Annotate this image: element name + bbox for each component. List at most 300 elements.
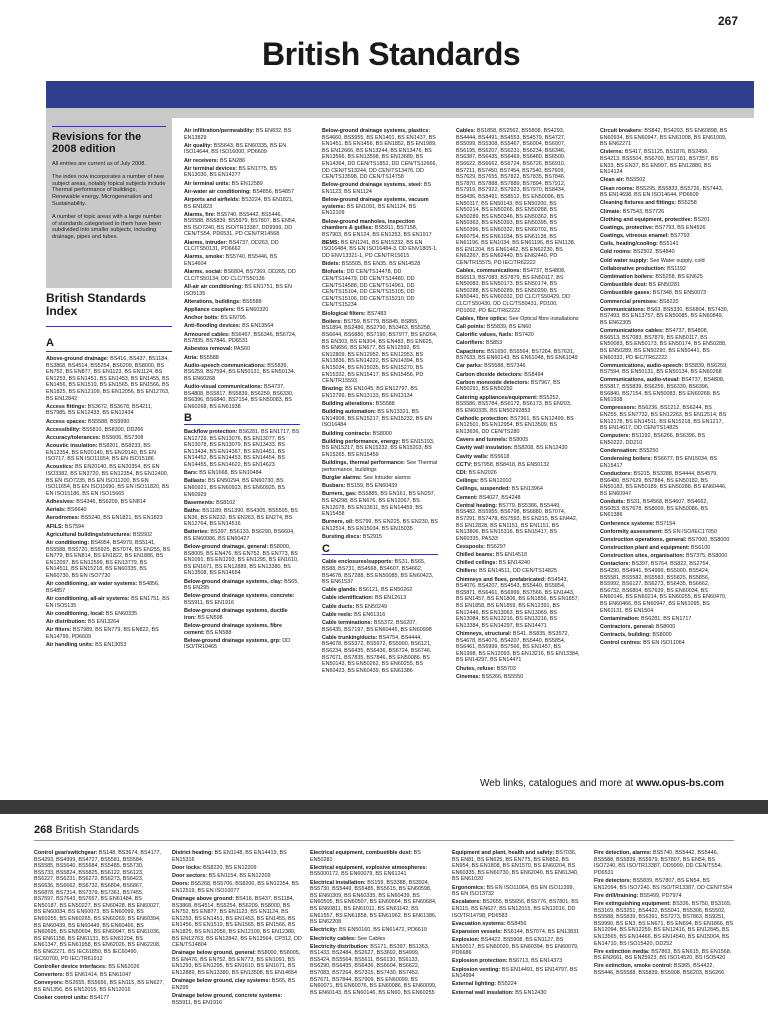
entry-refs: BS EN61414, BS EN61047: [65, 971, 132, 978]
entry-term: Electrical installation:: [310, 879, 366, 886]
entry-term: Access spaces:: [46, 418, 87, 425]
entry-refs: BS EN1148, BS EN14419, BS EN15316: [172, 850, 287, 863]
entry-term: Asbestos removal:: [184, 346, 233, 353]
index-entry: [322, 635, 438, 675]
entry-list: [594, 850, 734, 977]
entry-term: Drainage below ground, concrete systems:: [172, 993, 283, 1000]
entry-term: Armoured cables:: [184, 331, 230, 338]
footer-web-links: [480, 778, 724, 789]
index-entry: [600, 624, 730, 631]
entry-term: Climate:: [600, 208, 622, 215]
index-entry: [184, 544, 300, 577]
entry-term: Doors:: [172, 881, 190, 888]
index-entry: [184, 508, 300, 528]
entry-refs: BS5258: [677, 200, 697, 207]
index-entry: [594, 963, 734, 976]
index-entry: [184, 638, 300, 651]
entry-term: Door locks:: [172, 864, 202, 871]
entry-refs: BS779, BS5386, BS5449, BS5482, BS5955, BS6798, BS6880, BS7074, BS7291, BS7478, BS7593, BS EN215, BS EN442, BS EN12828, BS EN1151, BS EN1151, BS EN13806, BS EN15316, BS EN15417, BS EN60335, PAS33: [456, 502, 578, 542]
title-band-gray: [46, 108, 754, 118]
entry-refs: BS EN2026: [468, 470, 497, 476]
entry-refs: BS EN62026: [108, 963, 140, 970]
index-entry: [184, 323, 300, 330]
index-entry: [600, 249, 730, 256]
entry-term: Air terminal units:: [184, 180, 231, 187]
entry-term: Clean rooms:: [600, 185, 635, 192]
entry-term: Fire detection, alarms:: [594, 850, 652, 856]
entry-refs: BS336, BS750, BS3165, BS3169, BS3251, BS4422, BS5041, BS5306, BS5502, BS5588, BS5839, BS6391, BS7273, BS7863, BS9251, BS9990, BS EN3, BS EN671, BS EN694, BS EN1866, BS EN12094, BS EN12259, BS EN12416, BS EN12845, BS EN13565, BS EN14466, BS EN14540, BS EN15004, BS EN14710, BS ISO15420, DD252: [594, 900, 734, 947]
entry-refs: BS5266, BS5550: [481, 673, 524, 680]
entry-refs: BS5588, BS9990: [87, 418, 130, 425]
entry-term: Air filters:: [46, 627, 72, 634]
index-entry: [184, 315, 300, 322]
entry-term: Ceilings:: [456, 478, 479, 485]
index-entry: [452, 937, 582, 957]
entry-term: Commercial premises:: [600, 298, 658, 305]
entry-term: Access fittings:: [46, 403, 87, 410]
entry-refs: BS7594: [64, 523, 85, 530]
entry-refs: BS1192: [667, 265, 686, 272]
entry-term: Air receivers:: [184, 157, 219, 164]
entry-term: Below-ground drainage systems, fibre cement:: [184, 623, 282, 636]
entry-list: [600, 128, 730, 647]
index-entry: [184, 284, 300, 297]
entry-refs: BS5911, BS EN1916: [184, 600, 234, 607]
entry-term: Cables:: [456, 128, 476, 134]
index-entry: [600, 471, 730, 497]
index-entry: [456, 363, 580, 370]
index-entry: [452, 929, 582, 936]
entry-term: Cathodic protection:: [456, 415, 509, 422]
index-entry: [310, 880, 440, 926]
index-entry: [600, 328, 730, 361]
index-entry: [456, 560, 580, 567]
entry-term: Basements:: [184, 499, 215, 506]
entry-term: External lighting:: [452, 981, 497, 988]
index-entry: [600, 258, 730, 265]
entry-term: CDI:: [456, 470, 468, 476]
index-entry: [172, 865, 302, 872]
entry-term: Drainage below ground, clay systems:: [172, 978, 271, 985]
entry-term: Boilers:: [322, 318, 343, 325]
index-entry: [322, 386, 438, 399]
index-entry: [184, 355, 300, 362]
entry-term: Fire drill/training:: [594, 892, 639, 899]
entry-refs: BS5295, BS5833, BS5726, BS7443, BS EN14698, BS EN ISO14644, PD6609: [600, 185, 724, 199]
entry-list: [322, 559, 438, 674]
revisions-paragraph: A number of topic areas with a large number of standards categorised to them have been subdivided into smaller subjects, including drainage, pipes and tubes.: [52, 213, 162, 241]
index-entry: [600, 616, 730, 623]
entry-refs: BS EN14491, BS EN14797, BS EN14994: [452, 966, 578, 980]
index-entry: [322, 534, 438, 541]
entry-refs: BS7863, BS EN615, BS EN1568, BS EN2661, BS EN25923, BS ISO14520, BS ISO5420: [594, 948, 732, 962]
entry-term: BEMS:: [322, 239, 340, 246]
entry-refs: BS416, BS437, BS1184, BS3868, BS4514, BS5254, BS6209, BS8000, BS EN752, BS EN877, BS EN1123, BS EN1124, BS EN1253, BS EN1451, BS EN1453, BS EN1455, BS EN1456, BS EN1519, BS EN1565, BS EN1566, BS EN1825, BS EN12056, BS EN12109, BS EN12380, BS EN12763, BS EN12842, BS EN13564, CP312, DD CEN/TS14804: [172, 895, 302, 949]
page-title: British Standards: [262, 36, 521, 72]
index-entry: [456, 332, 580, 339]
index-entry: [600, 241, 730, 248]
entry-refs: BS5643, BS EN60335, BS EN ISO14644, BS ISO16000, PD6609: [184, 142, 287, 156]
entry-term: Control gear/switchgear:: [34, 850, 98, 856]
entry-term: Air conditioning, local:: [46, 610, 105, 617]
index-entry: [600, 456, 730, 469]
index-entry: [310, 850, 440, 863]
index-entry: [184, 529, 300, 542]
index-entry: [456, 437, 580, 444]
entry-refs: BS853: [485, 340, 503, 347]
page2-header-rule: [34, 840, 734, 841]
index-entry: [184, 212, 300, 238]
entry-term: Capacitors:: [456, 348, 486, 355]
section-letter-a: A: [46, 337, 172, 352]
index-entry: [594, 850, 734, 876]
index-entry: [322, 182, 438, 195]
entry-refs: BS6100: [691, 545, 711, 552]
entry-refs: BS6677, BS EN15034, BS EN15417: [600, 456, 718, 469]
entry-refs: BS7958, BS8418, BS EN50132: [473, 461, 550, 468]
entry-term: Clothing and equipment, protective:: [600, 216, 693, 223]
index-entry: [46, 524, 172, 531]
index-entry: [600, 640, 730, 647]
index-column-1: [46, 292, 172, 650]
entry-term: Cleaning fixtures and fittings:: [600, 200, 677, 207]
entry-term: Communications, audio-speech:: [600, 362, 684, 369]
entry-term: Compressors:: [600, 405, 637, 412]
entry-refs: BS EN12010: [480, 478, 512, 485]
index-entry: [46, 581, 172, 594]
index-entry: [600, 233, 730, 240]
index-entry: [322, 219, 438, 239]
entry-term: Construction operations, general:: [600, 536, 687, 543]
entry-refs: BS7154: [656, 520, 676, 527]
page-268: [0, 814, 768, 1024]
entry-refs: BS65, BS EN295: [172, 978, 296, 991]
entry-term: Chilled beams:: [456, 552, 495, 559]
entry-refs: BS EN13053: [95, 641, 127, 648]
index-entry: [184, 158, 300, 165]
entry-term: Electricity distribution:: [310, 943, 369, 950]
index-entry: [184, 143, 300, 156]
entry-refs: BS5885, BS EN161, BS EN297, BS EN298, BS EN676, BS EN12067, BS EN12078, BS EN13611, BS EN14459, BS EN15458: [322, 491, 436, 518]
entry-term: Controller device interfaces:: [34, 963, 107, 970]
index-entry: [456, 568, 580, 575]
entry-refs: BS41, BS835, BS3572, BS4678, BS4076, BS4207, BS5440, BS5854, BS6461, BS6999, BS7566, BS EN1457, BS EN1998, BS EN12093, BS EN13216, BS EN13384, BS EN14297, BS EN14471: [456, 631, 580, 664]
entry-term: Appliance couplers:: [184, 306, 236, 313]
entry-refs: BS5588: [375, 401, 395, 408]
entry-term: Cables, fibre optics:: [456, 315, 508, 322]
entry-refs: BS5839, BS6259, BS7594, BS EN50131, BS EN50134, BS EN60268: [184, 362, 296, 382]
entry-term: Drainage above ground:: [172, 895, 235, 902]
index-entry: [600, 545, 730, 552]
entry-term: District heating:: [172, 850, 214, 856]
index-entry: [310, 944, 440, 997]
index-entry: [34, 980, 164, 993]
index-entry: [456, 416, 580, 436]
index-entry: [184, 346, 300, 353]
revisions-box: [46, 118, 172, 288]
index-entry: [456, 324, 580, 331]
entry-term: Chimneys, structural:: [456, 631, 512, 637]
entry-term: Below-ground drainage systems, clay:: [184, 578, 283, 585]
entry-refs: BS7420: [514, 332, 534, 339]
entry-term: Condensing boilers:: [600, 456, 653, 463]
entry-refs: BS8000: [652, 632, 672, 639]
entry-term: Cavity wall insulation:: [456, 445, 513, 452]
index-entry: [184, 189, 300, 196]
entry-refs: BS5588, BS7346: [484, 363, 526, 370]
entry-refs: BS5240, BS EN1821, BS EN1823: [81, 515, 163, 522]
index-entry: [600, 521, 730, 528]
entry-term: Below-ground drainage systems, vacuum systems:: [322, 197, 429, 210]
entry-term: Audio-speech communications:: [184, 362, 266, 369]
entry-term: Evacuation systems:: [452, 920, 506, 927]
entry-term: Cisterns:: [600, 149, 624, 156]
index-entry: [452, 921, 582, 928]
revisions-paragraph: The index now incorporates a number of new subject areas, notably topical subjects include Thermal performance of buildings, Renewable energy, Microgeneration and Sustainability.: [52, 173, 166, 207]
entry-refs: BS EN60335: [105, 610, 138, 617]
entry-refs: BS8201, BS8233, BS EN12354, BS EN20140, BS EN20140, BS EN ISO717, BS EN ISO11654, BS EN ISO15186: [46, 443, 156, 463]
entry-refs: BS EN12613: [375, 595, 407, 602]
index-entry: [594, 901, 734, 947]
index-entry: [184, 579, 300, 592]
entry-refs: BS6144, BS7074, BS EN13831: [503, 928, 580, 935]
entry-refs: BS EN1241, BS EN15232, BS EN ISO16484, BS EN ISO16484-3, DD ENV1805-1, DD ENV13321-1, PD CEN/TR15615: [322, 239, 438, 260]
entry-term: Conveyors:: [34, 980, 64, 987]
index-entry: [310, 936, 440, 943]
entry-refs: BS1650, BS5564, BS7264, BS7631, BS7633, BS EN60143, BS EN61048, BS EN61049: [456, 348, 578, 362]
index-entry: [46, 627, 172, 640]
entry-term: Cooker control units:: [34, 994, 89, 1001]
entry-term: Alarms, social:: [184, 269, 223, 276]
entry-refs: BS2502, BS4840: [633, 249, 675, 256]
index-entry: [452, 885, 582, 898]
entry-term: Contractors, general:: [600, 623, 655, 630]
entry-refs: BS417, BS1125, BS1876, BS2456, BS4213, BS5504, BS6700, BS7181, BS7357, BS EN33, BS EN37, BS EN997, BS EN12880, BS EN14124: [600, 149, 719, 176]
entry-term: Conductors:: [600, 471, 633, 478]
index-entry: [322, 311, 438, 318]
index-entry: [456, 478, 580, 485]
entry-refs: BS5703: [496, 665, 516, 672]
entry-refs: BS5740, BS5446, BS EN14604: [184, 254, 278, 268]
entry-refs: BS7989, BS EN779, BS EN822, BS EN14799, PD6609: [46, 627, 159, 640]
entry-term: Expansion vessels:: [452, 928, 503, 935]
entry-refs: BS5740, BS5442, BS5446, BS5588, BS5839, BS5979, BS7807, BS EN54, BS ISO7240, BS ISO/TR13387, DD9999, DD CEN/TS54, PD6531, PD CEN/TR14568: [184, 211, 297, 238]
entry-refs: BS EN50281: [648, 282, 680, 289]
entry-term: Electricity cables:: [310, 935, 356, 942]
page2-column-2: [172, 850, 302, 1008]
index-entry: [184, 500, 300, 507]
index-entry: [172, 896, 302, 949]
entry-term: Catering appliances/equipment:: [456, 394, 538, 401]
entry-refs: BS5839, BS6259, BS7594, BS EN50131, BS EN50134, BS EN60268: [600, 362, 728, 376]
entry-refs: BS8000: [372, 430, 392, 437]
index-entry: [456, 372, 580, 379]
entry-term: Baths:: [184, 507, 201, 514]
index-entry: [456, 395, 580, 415]
index-entry: [600, 529, 730, 536]
entry-term: Cavers and tunnels:: [456, 437, 508, 444]
index-entry: [172, 881, 302, 894]
index-entry: [322, 240, 438, 260]
entry-term: Call points:: [456, 324, 486, 330]
entry-refs: BS EN795: [220, 315, 246, 322]
entry-term: Electrical equipment, combustible dust:: [310, 850, 413, 856]
index-entry: [46, 435, 172, 442]
entry-term: Air conditioning, all-air systems:: [46, 595, 130, 602]
index-entry: [184, 128, 300, 141]
index-entry: [600, 274, 730, 281]
entry-refs: BS5588: [199, 354, 219, 361]
entry-term: Alarms, fire:: [184, 211, 216, 218]
entry-refs: BS EN286: [219, 157, 246, 164]
index-entry: [456, 454, 580, 461]
entry-refs: BS6281, BS EN1717, BS EN12729, BS EN13076, BS EN13077, BS EN13078, BS EN13079, BS EN13433, BS EN13434, BS EN14367, BS EN14451, BS EN14452, BS EN14453, BS EN14454, BS EN14455, BS EN14622, BS EN14623: [184, 429, 300, 468]
entry-refs: BS1192, BS6266, BS6396, BS EN50222, DD210: [600, 433, 706, 446]
entry-refs: BS EN1751, BS EN ISO5135: [184, 284, 292, 297]
entry-term: Biological filters:: [322, 310, 366, 317]
index-entry: [456, 486, 580, 493]
index-entry: [184, 623, 300, 636]
entry-refs: BS416, BS437, BS1184, BS3868, BS4514, BS5254, BS6209, BS8000, BS EN752, BS EN877, BS EN1123, BS EN1124, BS EN1253, BS EN1451, BS EN1453, BS EN1455, BS EN1456, BS EN1519, BS EN1565, BS EN1566, BS EN1825, BS EN12109, BS EN12056, BS EN12763, BS EN12842: [46, 356, 170, 402]
entry-refs: BS7793: [670, 233, 690, 240]
index-entry: [452, 981, 582, 988]
entry-refs: BS EN15193, BS EN15217, BS EN15232, BS EN15203, BS EN15265, BS EN15459: [322, 438, 435, 459]
entry-refs: See Optical fibre installations: [509, 315, 579, 322]
entry-refs: BS171, BS397, BS1363, BS1433, BS2484, BS2627, BS3692, BS4999, BS5424, BS5564, BS5611, BS6130, BS6133, BS6290, BS6435, BS6436, BS6604, BS6622, BS7083, BS7264, BS7315, BS7430, BS7452, BS7671, BS7844, BS7909, BS EN60099, BS EN60071, BS EN60076, BS EN60086, BS EN60099, BS EN60143, BS EN60146, BS EN60, BS EN60255: [310, 943, 437, 996]
index-entry: [600, 553, 730, 560]
entry-refs: BS5502: [626, 177, 646, 184]
entry-term: Construction sites, organisation:: [600, 553, 685, 560]
footer-url-link[interactable]: www.opus-bs.com: [636, 778, 724, 789]
entry-refs: BS201: [693, 216, 710, 223]
page2-column-4: [452, 850, 582, 998]
index-entry: [322, 261, 438, 268]
entry-refs: BS1189, BS1390, BS4305, BS5505, BS EN36, BS EN232, BS EN263, BS EN274, BS EN12764, BS EN14516: [184, 507, 298, 528]
entry-term: Brazing:: [322, 386, 344, 393]
entry-term: Control centres:: [600, 640, 642, 647]
entry-term: Air infiltration/permeability:: [184, 128, 255, 134]
page2-column-5: [594, 850, 734, 978]
entry-term: Below-ground manholes, inspection chambers & gullies:: [322, 218, 415, 232]
index-entry: [34, 995, 164, 1002]
entry-term: Air conditioning:: [46, 539, 90, 546]
entry-refs: BS8208, BS EN12430: [514, 445, 568, 452]
entry-term: Audio-visual communications:: [184, 384, 263, 391]
entry-refs: BS5499, PD7974: [639, 892, 682, 899]
entry-refs: BS4737, BS4808, BS6513, BS7083, BS7879, BS EN50117, BS EN50083, BS EN50173, BS EN50174, BS EN50288, BS EN50289, BS EN50290, BS EN50441, BS EN60332, DD CLC/TS50429, DD CLC/TS50430, DD CLC/TS50431, PD100, PD1002, PD IEC/TR62222: [456, 268, 570, 314]
entry-term: Below-ground drainage systems, grp:: [184, 637, 281, 644]
entry-refs: BS7036, BS EN81, BS EN625, BS EN775, BS EN852, BS EN954, BS EN1808, BS EN1570, BS EN60204, BS EN60335, BS EN60730, BS EN62040, BS EN61340, BS EN61020: [452, 850, 579, 883]
index-entry: [46, 507, 172, 514]
entry-term: Aerodromes:: [46, 515, 80, 522]
entry-refs: See Intruder alarms: [363, 475, 411, 481]
entry-term: Burners, gas:: [322, 491, 357, 498]
index-entry: [322, 559, 438, 585]
section-letter-c: C: [322, 546, 438, 556]
index-entry: [322, 460, 438, 473]
index-entry: [172, 978, 302, 991]
entry-term: Car parks:: [456, 363, 483, 370]
entry-term: Air distribution:: [46, 618, 87, 625]
entry-term: Aerials:: [46, 507, 66, 514]
entry-term: Air-water air conditioning:: [184, 188, 252, 195]
entry-refs: BS8494: [524, 371, 544, 378]
entry-term: Burners, oil:: [322, 519, 354, 526]
entry-term: Buildings, thermal performance:: [322, 460, 405, 467]
entry-refs: BS EN12430: [515, 989, 547, 996]
index-column-4: [456, 128, 580, 682]
entry-term: Condensation:: [600, 448, 638, 455]
index-entry: [322, 620, 438, 633]
entry-term: Circuit breakers:: [600, 128, 643, 134]
entry-term: Communications cables:: [600, 328, 664, 335]
index-entry: [322, 319, 438, 385]
page2-column-3: [310, 850, 440, 998]
index-entry: [456, 552, 580, 559]
entry-refs: BS6804, BS7369, DD265, DD CLC/TS50134, DD CLC/TS50136: [184, 269, 296, 282]
entry-refs: BS7348, BS EN50073: [652, 290, 707, 297]
index-column-2: [184, 128, 300, 653]
entry-refs: BS4346, BS6209, BS EN814: [76, 499, 146, 506]
entry-refs: BS4954, BS4979, BS5141, BS5588, BS5720, BS5925, BS7074, BS EN255, BS EN779, BS EN814, BS EN1822, BS EN1886, BS EN12097, BS EN12599, BS EN13779, BS EN14511, BS EN15218, BS EN60335, BS EN60730, BS EN ISO7730: [46, 539, 171, 579]
index-entry: [172, 950, 302, 976]
entry-refs: BS2915: [362, 534, 382, 541]
entry-refs: BS5839, BS7807, BS EN54, BS EN12094, BS ISO7240, BS ISO/TR13387, DD CEN/TS54: [594, 877, 733, 891]
index-entry: [184, 299, 300, 306]
entry-refs: BS4737, BS4808, BS6513, BS7083, BS7879, BS EN50117, BS EN50083, BS EN50173, BS EN50174, BS EN50288, BS EN50289, BS EN50290, BS EN50441, BS EN60332, PD IEC/TR62222: [600, 328, 727, 361]
index-entry: [322, 491, 438, 517]
index-entry: [600, 282, 730, 289]
entry-term: Below-ground drainage systems, plastics:: [322, 128, 431, 134]
entry-refs: DD ISO/TR10465: [184, 637, 291, 651]
index-entry: [600, 433, 730, 446]
entry-term: Carbon monoxide detectors:: [456, 379, 530, 386]
index-entry: [600, 128, 730, 148]
entry-refs: BS7375, BS8000: [685, 553, 728, 560]
entry-term: Cable reels:: [322, 611, 353, 618]
entry-term: Calorifiers:: [456, 340, 485, 347]
entry-term: Carbon dioxide detectors:: [456, 371, 523, 378]
entry-term: Cold rooms:: [600, 249, 632, 256]
index-entry: [46, 611, 172, 618]
entry-refs: BS65, BS EN295: [184, 578, 299, 592]
entry-term: Building performance, energy:: [322, 438, 401, 445]
index-entry: [322, 197, 438, 217]
index-entry: [184, 269, 300, 282]
entry-term: Bursting discs:: [322, 534, 362, 541]
entry-refs: BS1858, BS2562, BS5808, BS4293, BS4444, BS4491, BS4553, BS4579, BS4727, BS5099, BS5308, BS5467, BS6004, BS6007, BS6195, BS6207, BS6231, BS6234, BS6346, BS6387, BS6435, BS6469, BS6480, BS6500, BS6622, BS6662, BS6724, BS6726, BS6910, BS7211, BS7450, BS7454, BS7540, BS7609, BS7629, BS7655, BS7822, BS7835, BS7846, BS7870, BS7888, BS7889, BS7894, BS7912, BS7919, BS7922, BS7923, BS7970, BS8434, BS8436, BS8491, BS8512, BS EN50096, BS EN50117, BS EN50143, BS EN50200, BS EN50214, BS EN50266, BS EN50288, BS EN50289, BS EN50346, BS EN50362, BS EN50363, BS EN50393, BS EN50395, BS EN50396, BS EN60332, BS EN60702, BS EN60754, BS EN61034, BS EN61138, BS EN61196, BS EN1034, BS EN61196, BS EN1138, BS EN1204, BS EN61462, BS EN62230, BS EN62267, BS EN62440, BS EN62440, PD CEN/TR15575, PD IEC/TR62222: [456, 128, 576, 266]
title-band: [46, 81, 754, 108]
index-entry: [172, 850, 302, 863]
index-entry: [184, 429, 300, 469]
entry-term: Central heating:: [456, 502, 498, 509]
index-entry: [46, 596, 172, 609]
index-entry: [600, 448, 730, 455]
entry-term: Atria:: [184, 354, 199, 361]
entry-term: Converters:: [34, 971, 65, 978]
entry-refs: BS EN60320: [237, 306, 269, 313]
entry-term: Above-ground drainage:: [46, 356, 109, 362]
index-entry: [456, 380, 580, 393]
entry-term: Equipment and plant, health and safety:: [452, 850, 555, 856]
entry-refs: BS EN14240: [498, 560, 531, 567]
index-entry: [456, 503, 580, 543]
entry-refs: BS215, BS3288, BS4444, BS4579, BS6480, BS7629, BS7884, BS EN50182, BS EN50183, BS EN50189, BS EN50288, BS EN60446, BS EN60947: [600, 471, 727, 497]
index-entry: [184, 332, 300, 345]
index-entry: [184, 181, 300, 188]
index-entry: [600, 266, 730, 273]
entry-refs: BS3672, BS3678, BS4211, BS7985, BS EN12433, BS EN12434: [46, 403, 153, 417]
